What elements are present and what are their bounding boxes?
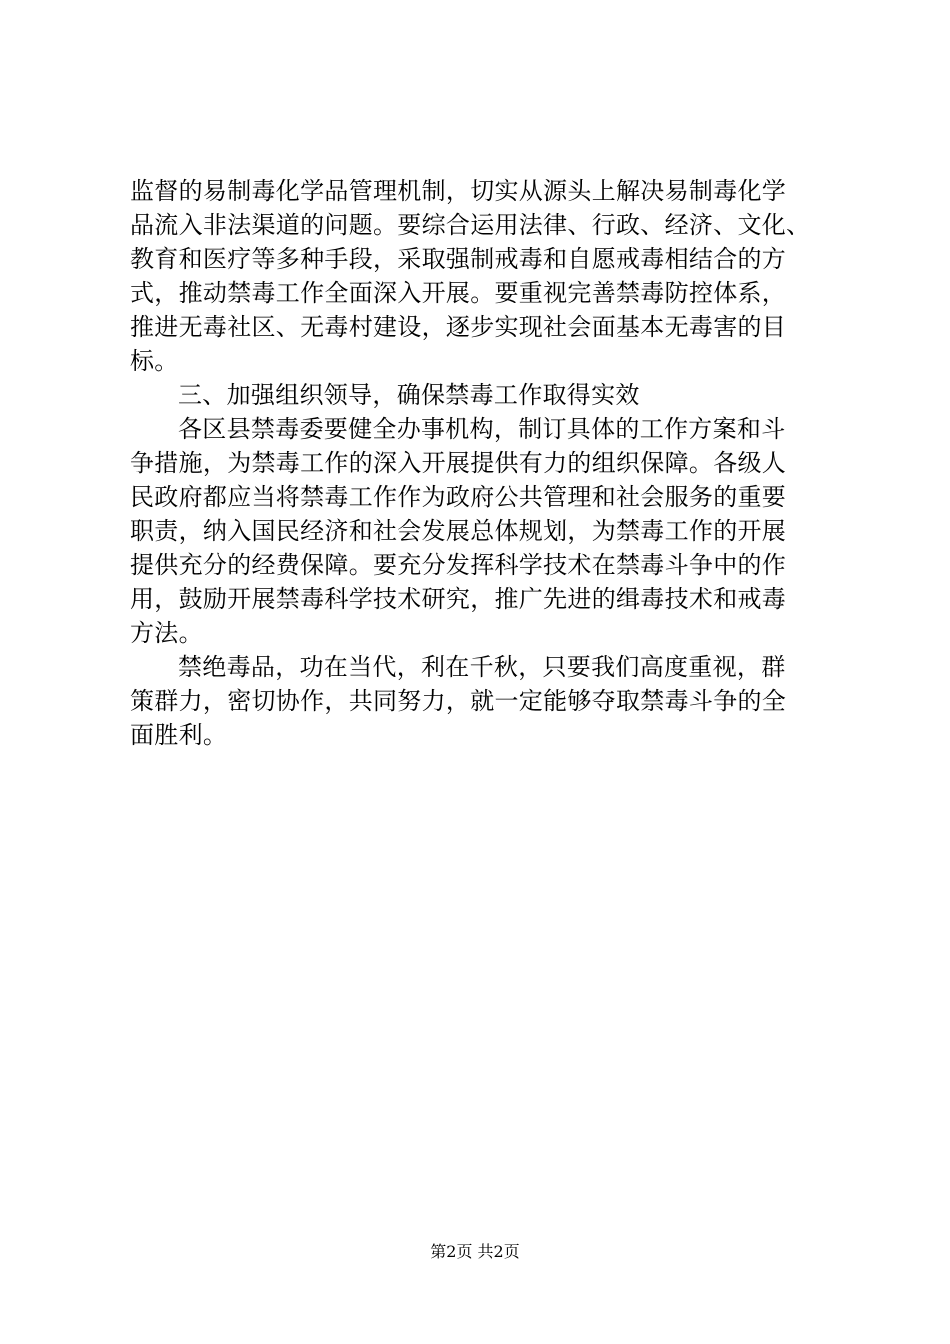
text-line: 争措施，为禁毒工作的深入开展提供有力的组织保障。各级人 bbox=[130, 449, 787, 477]
text-line: 品流入非法渠道的问题。要综合运用法律、行政、经济、文化、 bbox=[130, 211, 811, 239]
text-line: 三、加强组织领导，确保禁毒工作取得实效 bbox=[178, 381, 640, 409]
text-line: 提供充分的经费保障。要充分发挥科学技术在禁毒斗争中的作 bbox=[130, 551, 787, 579]
document-body bbox=[130, 174, 825, 752]
text-line: 监督的易制毒化学品管理机制，切实从源头上解决易制毒化学 bbox=[130, 177, 787, 205]
text-line: 民政府都应当将禁毒工作作为政府公共管理和社会服务的重要 bbox=[130, 483, 787, 511]
text-line: 教育和医疗等多种手段，采取强制戒毒和自愿戒毒相结合的方 bbox=[130, 245, 787, 273]
page-footer: 第2页 共2页 bbox=[430, 1242, 520, 1261]
text-line: 面胜利。 bbox=[130, 721, 228, 749]
text-line: 标。 bbox=[130, 347, 179, 375]
text-line: 用，鼓励开展禁毒科学技术研究，推广先进的缉毒技术和戒毒 bbox=[130, 585, 787, 613]
text-line: 各区县禁毒委要健全办事机构，制订具体的工作方案和斗 bbox=[178, 415, 786, 443]
text-line: 推进无毒社区、无毒村建设，逐步实现社会面基本无毒害的目 bbox=[130, 313, 787, 341]
text-line: 策群力，密切协作，共同努力，就一定能够夺取禁毒斗争的全 bbox=[130, 687, 787, 715]
text-line: 式，推动禁毒工作全面深入开展。要重视完善禁毒防控体系， bbox=[130, 279, 787, 307]
text-line: 方法。 bbox=[130, 619, 203, 647]
text-line: 职责，纳入国民经济和社会发展总体规划，为禁毒工作的开展 bbox=[130, 517, 787, 545]
text-line: 禁绝毒品，功在当代，利在千秋，只要我们高度重视，群 bbox=[178, 653, 786, 681]
